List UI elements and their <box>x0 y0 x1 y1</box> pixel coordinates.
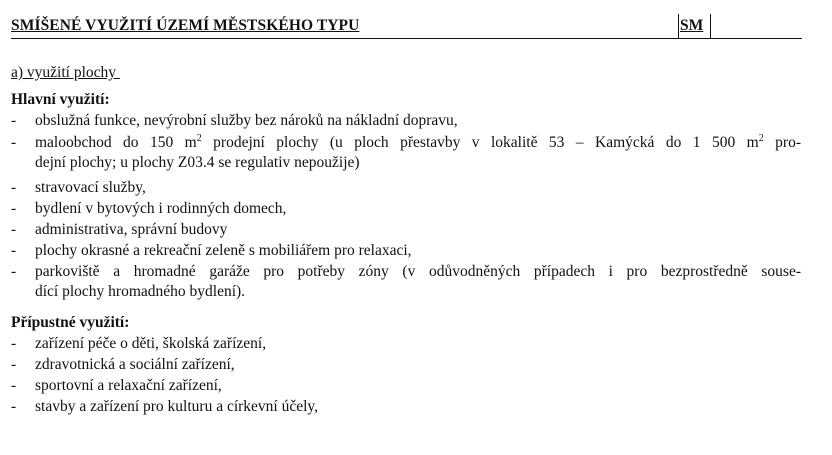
list-item-text: stavby a zařízení pro kulturu a církevní účely, <box>35 398 319 415</box>
list-dash: - <box>11 134 17 151</box>
text-fragment: pro- <box>763 134 801 151</box>
list-item-text <box>35 262 801 302</box>
list-item-text: administrativa, správní budovy <box>35 221 228 238</box>
list-item-text: stravovací služby, <box>35 179 146 196</box>
list-dash: - <box>11 398 17 415</box>
superscript: 2 <box>758 133 764 144</box>
list-dash: - <box>11 179 17 196</box>
list-item-text: zdravotnická a sociální zařízení, <box>35 356 235 373</box>
list-item-text: obslužná funkce, nevýrobní služby bez nároků na nákladní dopravu, <box>35 112 458 129</box>
list-dash: - <box>11 242 17 259</box>
text-fragment: prodejní plochy (u ploch přestavby v lokalitě 53 – Kamýcká do 1 500 m <box>201 134 759 151</box>
list-item-line: parkoviště a hromadné garáže pro potřeby zóny (v odůvodněných případech i pro bezprostředně souse- <box>35 263 801 280</box>
list-item-text: sportovní a relaxační zařízení, <box>35 377 222 394</box>
superscript: 2 <box>196 133 202 144</box>
list-item-line: dící plochy hromadného bydlení). <box>35 283 246 300</box>
section-subtitle: a) využití plochy <box>11 64 120 81</box>
document-header <box>11 14 802 39</box>
list-dash: - <box>11 221 17 238</box>
page-title: SMÍŠENÉ VYUŽITÍ ÚZEMÍ MĚSTSKÉHO TYPU <box>11 17 360 34</box>
list-dash: - <box>11 263 17 280</box>
list-item-text: bydlení v bytových i rodinných domech, <box>35 200 287 217</box>
list-item-text <box>35 133 801 173</box>
list-dash: - <box>11 335 17 352</box>
permitted-use-heading: Přípustné využití: <box>11 314 130 331</box>
list-item-line: dejní plochy; u plochy Z03.4 se regulativ nepoužije) <box>35 154 360 171</box>
list-dash: - <box>11 200 17 217</box>
list-item-line <box>35 133 801 153</box>
list-item-text: plochy okrasné a rekreační zeleně s mobiliářem pro relaxaci, <box>35 242 412 259</box>
list-dash: - <box>11 112 17 129</box>
list-item-text: zařízení péče o děti, školská zařízení, <box>35 335 267 352</box>
list-dash: - <box>11 356 17 373</box>
zone-code: SM <box>680 17 704 34</box>
list-dash: - <box>11 377 17 394</box>
main-use-heading: Hlavní využití: <box>11 91 110 108</box>
text-fragment: maloobchod do 150 m <box>35 134 197 151</box>
